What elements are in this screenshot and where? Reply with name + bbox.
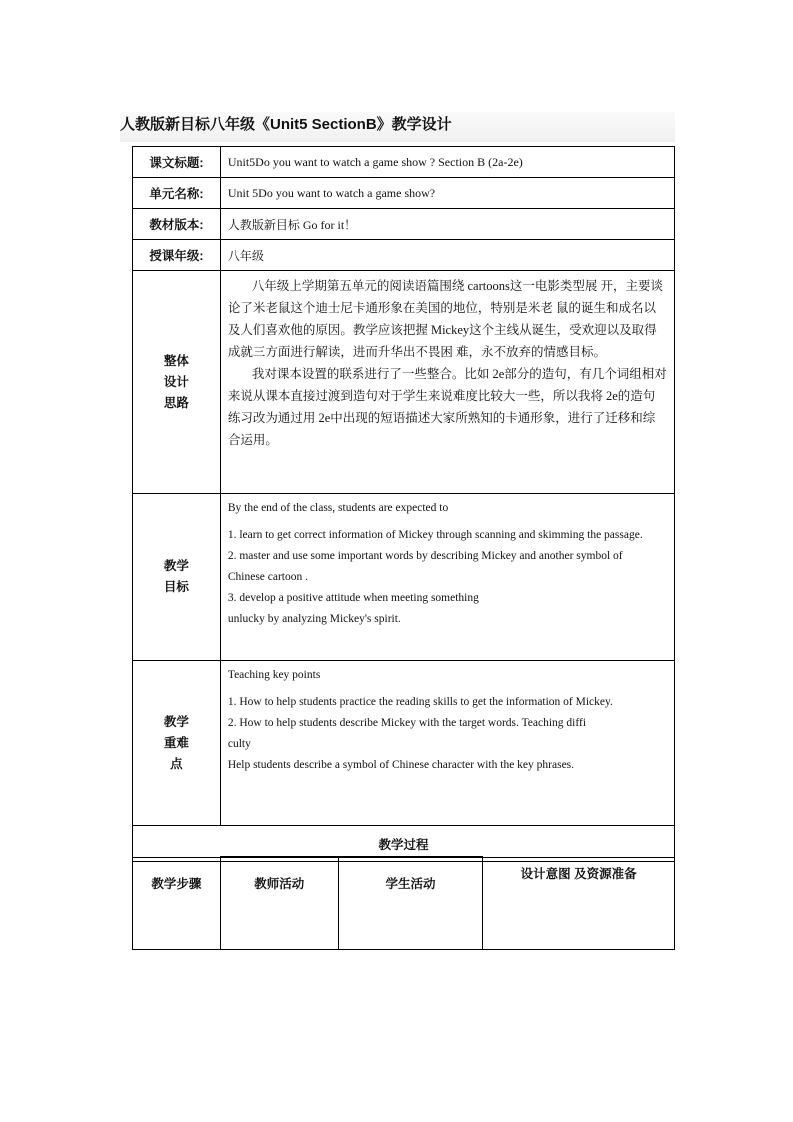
objectives-label-line: 教学	[163, 559, 189, 573]
process-col-step: 教学步骤	[133, 857, 221, 949]
keypoints-label-line: 重难	[163, 735, 189, 750]
design-label-line: 思路	[163, 395, 189, 410]
grade-label: 授课年级:	[133, 240, 221, 271]
objectives-label-line: 目标	[163, 580, 189, 594]
keypoints-label-line: 教学	[163, 714, 189, 729]
keypoint-item: Help students describe a symbol of Chinese character with the key phrases.	[227, 759, 575, 771]
document-title: 人教版新目标八年级《Unit5 SectionB》教学设计	[120, 112, 675, 142]
objectives-label	[133, 494, 221, 661]
objective-item: unlucky by analyzing Mickey's spirit.	[227, 613, 401, 625]
objectives-content	[220, 494, 674, 661]
keypoint-item: culty	[227, 738, 251, 750]
textbook-value: 人教版新目标 Go for it！	[220, 209, 674, 240]
process-col-teacher: 教师活动	[220, 857, 338, 949]
objectives-intro: By the end of the class, students are expected to	[227, 502, 449, 514]
lesson-info-table	[132, 146, 675, 862]
design-label	[133, 271, 221, 494]
objective-item: 2. master and use some important words by describing Mickey and another symbol of	[227, 550, 623, 562]
design-paragraph: 我对课本设置的联系进行了一些整合。比如 2e部分的造句，有几个词组相对来说从课本直接过渡到造句对于学生来说难度比较大一些，所以我将 2e的造句练习改为通过用 2e中出现的短语描述大家所熟知的卡通形象，进行了迁移和综合运用。	[227, 367, 667, 447]
lesson-title-value: Unit5Do you want to watch a game show ? Section B (2a-2e)	[220, 147, 674, 178]
grade-value: 八年级	[220, 240, 674, 271]
unit-name-label: 单元名称:	[133, 178, 221, 209]
keypoints-content	[220, 661, 674, 826]
objective-item: Chinese cartoon .	[227, 571, 309, 583]
design-content	[220, 271, 674, 494]
design-label-line: 设计	[163, 374, 189, 389]
design-label-line: 整体	[163, 353, 189, 368]
process-table	[132, 856, 675, 950]
keypoints-label-line: 点	[170, 756, 183, 771]
keypoints-intro: Teaching key points	[227, 669, 321, 681]
process-heading: 教学过程	[133, 826, 675, 862]
process-col-intent: 设计意图 及资源准备	[483, 857, 675, 949]
objective-item: 3. develop a positive attitude when meeting something	[227, 592, 479, 604]
design-paragraph: 八年级上学期第五单元的阅读语篇围绕 cartoons这一电影类型展 开，主要谈论了米老鼠这个迪士尼卡通形象在美国的地位，特别是米老 鼠的诞生和成名以及人们喜欢他的原因。教学应该把握 Mickey这个主线从诞生，受欢迎以及取得成就三方面进行解读，进而升华出不畏困 难，永不放弃的情感目标。	[227, 279, 663, 359]
unit-name-value: Unit 5Do you want to watch a game show?	[220, 178, 674, 209]
keypoints-label	[133, 661, 221, 826]
textbook-label: 教材版本:	[133, 209, 221, 240]
objective-item: 1. learn to get correct information of Mickey through scanning and skimming the passage.	[227, 529, 643, 541]
process-col-student: 学生活动	[338, 857, 483, 949]
keypoint-item: 1. How to help students practice the reading skills to get the information of Mickey.	[227, 696, 613, 708]
lesson-title-label: 课文标题:	[133, 147, 221, 178]
keypoint-item: 2. How to help students describe Mickey with the target words. Teaching diffi	[227, 717, 587, 729]
